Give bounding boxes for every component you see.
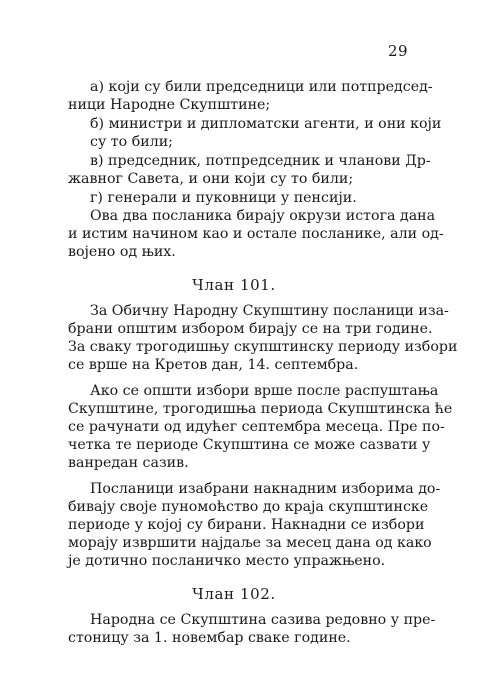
article-101-heading: Члан 101. — [192, 276, 276, 294]
intro-paragraph-line-3: војено од њих. — [68, 244, 176, 260]
article-101-p3-line-1: Посланици изабрани накнадним изборима до- — [90, 481, 441, 497]
article-101-p2-line-5: ванредан сазив. — [68, 455, 189, 471]
article-102-heading: Члан 102. — [192, 585, 276, 603]
article-101-p3-line-4: морају извршити најдаље за месец дана од како — [68, 535, 432, 551]
article-101-p1-line-2: брани општим избором бирају се на три године. — [68, 321, 433, 337]
article-101-p2-line-3: се рачунати од идућег септембра месеца. Пре по- — [68, 419, 445, 435]
intro-paragraph-line-1: Ова два посланика бирају окрузи истога дана — [90, 208, 436, 224]
article-101-p3-line-5: је дотично посланичко место упражњено. — [68, 553, 386, 569]
list-item-b-line-2: су то били; — [90, 134, 173, 150]
list-item-a-line-2: ници Народне Скупштине; — [68, 97, 271, 113]
article-101-p3-line-2: бивају своје пуномоћство до краја скупштинске — [68, 499, 429, 515]
article-101-p1-line-3: За сваку трогодишњу скупштинску периоду избори — [68, 339, 458, 355]
list-item-v-line-1: в) председник, потпредседник и чланови Др- — [90, 153, 431, 169]
article-101-p2-line-2: Скупштине, трогодишња периода Скупштинска ће — [68, 401, 453, 417]
article-101-p1-line-4: се врше на Кретов дан, 14. септембра. — [68, 357, 359, 373]
article-101-p2-line-1: Ако се општи избори врше после распуштања — [90, 383, 439, 399]
article-101-p2-line-4: четка те периоде Скупштина се може сазвати у — [68, 437, 431, 453]
article-101-p3-line-3: периоде у којој су бирани. Накнадни се избори — [68, 517, 425, 533]
list-item-v-line-2: жавног Савета, и они који су то били; — [68, 171, 354, 187]
list-item-g-line-1: г) генерали и пуковници у пенсији. — [90, 190, 357, 206]
list-item-b-line-1: б) министри и дипломатски агенти, и они који — [90, 116, 442, 132]
article-101-p1-line-1: За Обичну Народну Скупштину посланици иза- — [90, 303, 449, 319]
list-item-a-line-1: а) који су били председници или потпредсед- — [90, 79, 433, 95]
intro-paragraph-line-2: и истим начином као и остале посланике, али од- — [68, 226, 444, 242]
page-number: 29 — [388, 42, 409, 60]
article-102-p1-line-2: стоницу за 1. новембар сваке године. — [68, 630, 351, 646]
article-102-p1-line-1: Народна се Скупштина сазива редовно у пре- — [90, 612, 436, 628]
